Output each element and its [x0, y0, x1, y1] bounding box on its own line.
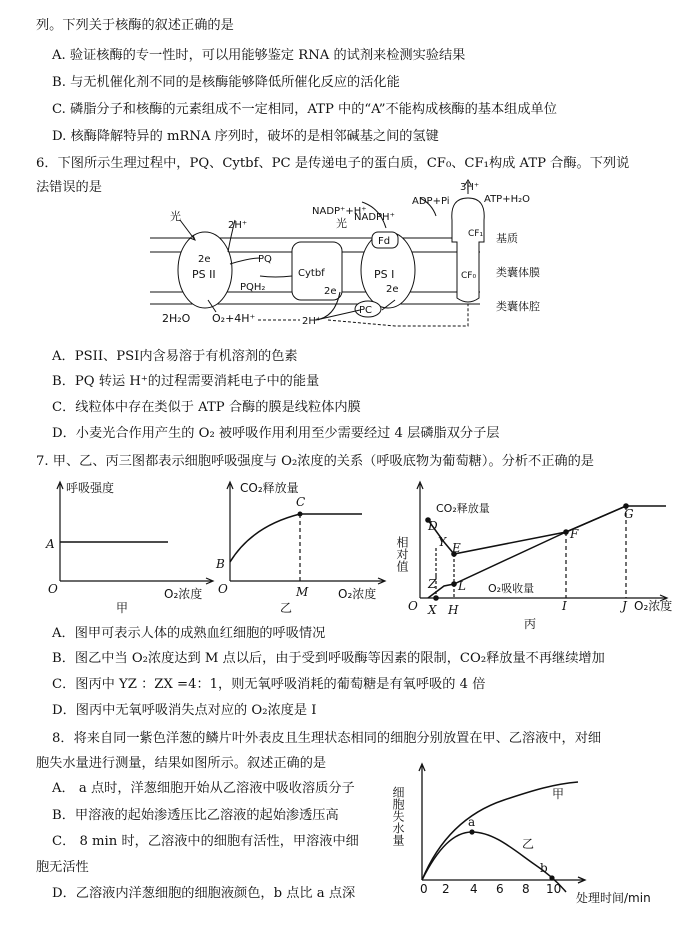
- svg-text:D: D: [428, 519, 438, 533]
- svg-text:G: G: [624, 507, 634, 521]
- q6-option-b: B．PQ 转运 H⁺的过程需要消耗电子中的能量: [52, 374, 320, 389]
- svg-text:丙: 丙: [524, 617, 537, 631]
- chart-water-loss: [391, 760, 690, 920]
- chart-bing: [395, 476, 688, 636]
- svg-text:a: a: [468, 815, 476, 829]
- svg-text:类囊体膜: 类囊体膜: [496, 266, 540, 279]
- svg-text:J: J: [622, 599, 627, 613]
- svg-text:10: 10: [546, 882, 562, 896]
- svg-text:2H⁺: 2H⁺: [302, 316, 322, 327]
- svg-text:O: O: [48, 582, 58, 596]
- svg-text:X: X: [428, 603, 437, 617]
- svg-text:2e: 2e: [386, 284, 399, 295]
- svg-text:O₂吸收量: O₂吸收量: [488, 582, 535, 595]
- svg-text:ADP+Pi: ADP+Pi: [412, 196, 450, 207]
- svg-text:4: 4: [470, 882, 478, 896]
- svg-text:PS I: PS I: [374, 268, 395, 281]
- q5-option-b: B. 与无机催化剂不同的是核酶能够降低所催化反应的活化能: [52, 75, 400, 90]
- svg-text:CO₂释放量: CO₂释放量: [436, 502, 490, 515]
- svg-text:乙: 乙: [522, 837, 535, 851]
- svg-text:0: 0: [420, 882, 428, 896]
- svg-text:相对值: 相对值: [395, 536, 409, 572]
- q8-option-b: B．甲溶液的起始渗透压比乙溶液的起始渗透压高: [52, 808, 339, 823]
- q8-option-a: A． a 点时，洋葱细胞开始从乙溶液中吸收溶质分子: [52, 781, 355, 796]
- chart-yi: [212, 476, 390, 616]
- svg-text:甲: 甲: [116, 601, 129, 615]
- photosynthesis-diagram: [150, 180, 570, 340]
- q6-option-d: D．小麦光合作用产生的 O₂ 被呼吸作用利用至少需要经过 4 层磷脂双分子层: [52, 426, 500, 441]
- light-label-2: 光: [336, 217, 347, 230]
- q8-stem-line1: 8．将来自同一紫色洋葱的鳞片叶外表皮且生理状态相同的细胞分别放置在甲、乙溶液中，对细: [52, 731, 602, 746]
- q5-option-d: D. 核酶降解特异的 mRNA 序列时，破坏的是相邻碱基之间的氢键: [52, 129, 439, 144]
- q8-stem-line2: 胞失水量进行测量，结果如图所示。叙述正确的是: [36, 756, 327, 771]
- svg-text:PQ: PQ: [258, 254, 272, 265]
- svg-text:3H⁺: 3H⁺: [460, 182, 480, 193]
- svg-text:2: 2: [442, 882, 450, 896]
- q5-stem-tail: 列。下列关于核酶的叙述正确的是: [36, 18, 234, 33]
- svg-text:细胞失水量: 细胞失水量: [391, 786, 405, 846]
- q7-option-c: C．图丙中 YZ ：ZX =4：1，则无氧呼吸消耗的葡萄糖是有氧呼吸的 4 倍: [52, 677, 486, 692]
- svg-text:乙: 乙: [280, 601, 293, 615]
- svg-text:CF₁: CF₁: [468, 229, 484, 239]
- q5-option-c: C. 磷脂分子和核酶的元素组成不一定相同，ATP 中的“A”不能构成核酶的基本组成单位: [52, 102, 557, 117]
- svg-text:Fd: Fd: [378, 236, 391, 247]
- q8-option-c: C． 8 min 时，乙溶液中的细胞有活性，甲溶液中细: [52, 834, 359, 849]
- svg-text:CF₀: CF₀: [461, 271, 477, 281]
- svg-text:b: b: [540, 861, 548, 875]
- svg-text:2H₂O: 2H₂O: [162, 312, 191, 325]
- svg-text:O₂浓度: O₂浓度: [338, 587, 377, 601]
- svg-text:NADP⁺+H⁺: NADP⁺+H⁺: [312, 206, 367, 217]
- svg-text:PQH₂: PQH₂: [240, 282, 266, 293]
- svg-text:2e: 2e: [324, 286, 337, 297]
- svg-text:处理时间/min: 处理时间/min: [576, 891, 651, 905]
- yi-co2-curve: [230, 514, 362, 562]
- svg-text:8: 8: [522, 882, 530, 896]
- q6-option-a: A．PSII、PSI内含易溶于有机溶剂的色素: [52, 349, 298, 364]
- svg-text:PS II: PS II: [192, 268, 216, 281]
- atp-synthase-shape: [452, 198, 484, 302]
- q8-option-c-cont: 胞无活性: [36, 860, 89, 875]
- svg-text:甲: 甲: [552, 787, 565, 801]
- svg-text:Cytbf: Cytbf: [298, 268, 325, 279]
- svg-text:O₂浓度: O₂浓度: [634, 599, 673, 613]
- svg-text:H: H: [448, 603, 459, 617]
- q7-option-a: A．图甲可表示人体的成熟血红细胞的呼吸情况: [52, 626, 326, 641]
- q7-option-d: D．图丙中无氧呼吸消失点对应的 O₂浓度是 I: [52, 703, 317, 718]
- svg-text:NADPH⁺: NADPH⁺: [354, 212, 395, 223]
- svg-text:B: B: [216, 557, 225, 571]
- svg-text:L: L: [458, 579, 466, 593]
- q7-stem: 7. 甲、乙、丙三图都表示细胞呼吸强度与 O₂浓度的关系（呼吸底物为葡萄糖）。分析不正确的是: [36, 454, 594, 469]
- svg-text:I: I: [562, 599, 567, 613]
- svg-text:O₂+4H⁺: O₂+4H⁺: [212, 312, 256, 325]
- svg-text:2H⁺: 2H⁺: [228, 220, 248, 231]
- svg-text:基质: 基质: [496, 232, 518, 245]
- q6-stem-line1: 6．下图所示生理过程中，PQ、Cytbf、PC 是传递电子的蛋白质，CF₀、CF₁构成 ATP 合酶。下列说: [36, 156, 630, 171]
- svg-text:F: F: [570, 527, 579, 541]
- chart-jia: [40, 476, 218, 616]
- svg-text:6: 6: [496, 882, 504, 896]
- svg-text:ATP+H₂O: ATP+H₂O: [484, 194, 530, 205]
- q5-option-a: A. 验证核酶的专一性时，可以用能够鉴定 RNA 的试剂来检测实验结果: [52, 48, 466, 63]
- svg-text:A: A: [46, 537, 55, 551]
- svg-text:呼吸强度: 呼吸强度: [66, 481, 115, 495]
- svg-text:C: C: [296, 495, 306, 509]
- q6-stem-line2: 法错误的是: [36, 180, 102, 195]
- svg-text:E: E: [452, 541, 461, 555]
- svg-text:O: O: [218, 582, 228, 596]
- q6-option-c: C．线粒体中存在类似于 ATP 合酶的膜是线粒体内膜: [52, 400, 361, 415]
- svg-text:Z: Z: [428, 577, 437, 591]
- svg-text:O: O: [408, 599, 418, 613]
- svg-text:PC: PC: [359, 305, 373, 316]
- q7-option-b: B．图乙中当 O₂浓度达到 M 点以后，由于受到呼吸酶等因素的限制，CO₂释放量不再继续增加: [52, 651, 605, 666]
- svg-text:O₂浓度: O₂浓度: [164, 587, 203, 601]
- svg-text:CO₂释放量: CO₂释放量: [240, 481, 299, 495]
- svg-text:2e: 2e: [198, 254, 211, 265]
- svg-text:Y: Y: [438, 535, 446, 549]
- svg-text:M: M: [296, 585, 309, 599]
- light-label-1: 光: [170, 210, 181, 223]
- svg-text:类囊体腔: 类囊体腔: [496, 300, 540, 313]
- q8-option-d: D．乙溶液内洋葱细胞的细胞液颜色，b 点比 a 点深: [52, 886, 356, 901]
